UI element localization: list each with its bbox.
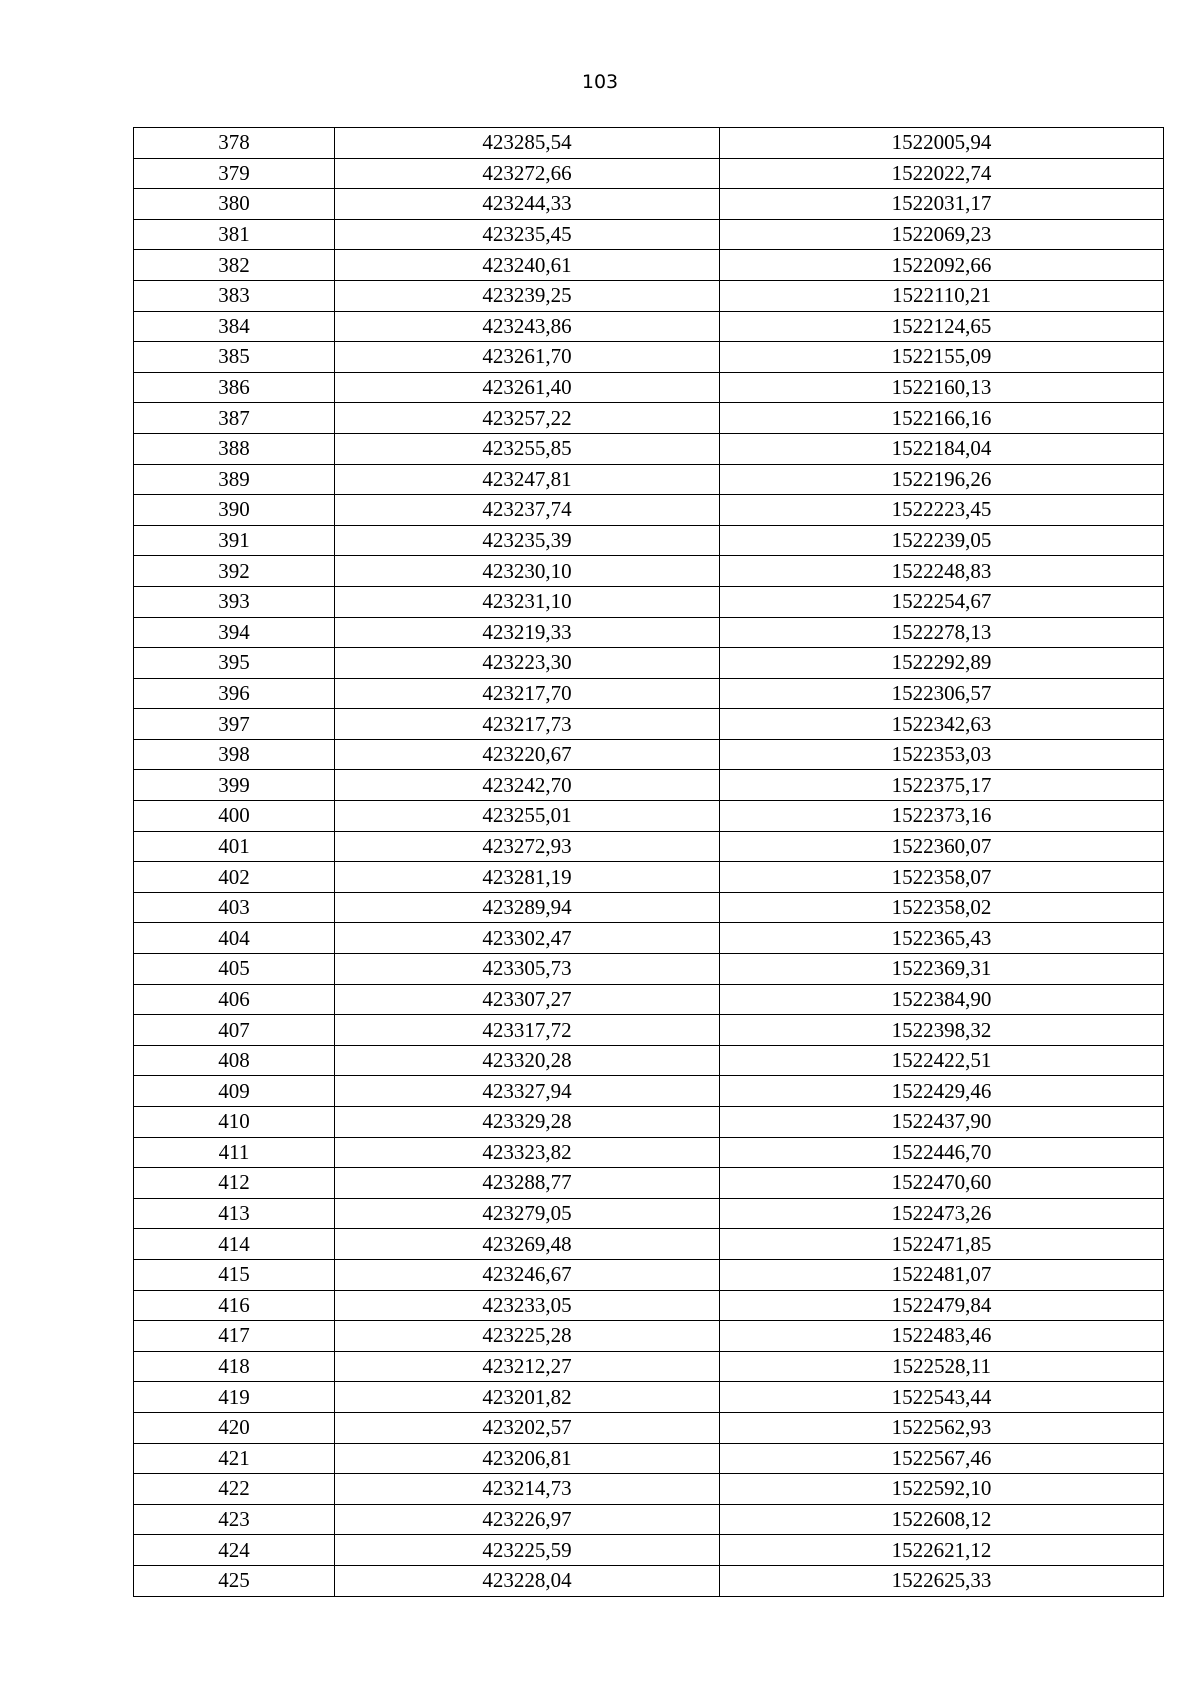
point-number-cell: 388 [134,433,335,464]
table-row [134,464,1164,495]
x-coordinate-cell: 423261,40 [335,372,720,403]
x-coordinate-cell: 423247,81 [335,464,720,495]
y-coordinate-cell: 1522562,93 [720,1412,1164,1443]
x-coordinate-cell: 423261,70 [335,342,720,373]
x-coordinate-cell: 423279,05 [335,1198,720,1229]
x-coordinate-cell: 423235,39 [335,525,720,556]
table-row [134,189,1164,220]
x-coordinate-cell: 423244,33 [335,189,720,220]
table-row [134,342,1164,373]
point-number-cell: 391 [134,525,335,556]
x-coordinate-cell: 423317,72 [335,1015,720,1046]
point-number-cell: 398 [134,739,335,770]
y-coordinate-cell: 1522479,84 [720,1290,1164,1321]
x-coordinate-cell: 423327,94 [335,1076,720,1107]
table-row [134,1321,1164,1352]
y-coordinate-cell: 1522384,90 [720,984,1164,1015]
table-row [134,1565,1164,1596]
point-number-cell: 419 [134,1382,335,1413]
x-coordinate-cell: 423257,22 [335,403,720,434]
y-coordinate-cell: 1522092,66 [720,250,1164,281]
x-coordinate-cell: 423237,74 [335,495,720,526]
x-coordinate-cell: 423217,73 [335,709,720,740]
point-number-cell: 423 [134,1504,335,1535]
y-coordinate-cell: 1522239,05 [720,525,1164,556]
x-coordinate-cell: 423242,70 [335,770,720,801]
point-number-cell: 392 [134,556,335,587]
table-row [134,128,1164,159]
table-row [134,984,1164,1015]
table-row [134,1474,1164,1505]
x-coordinate-cell: 423233,05 [335,1290,720,1321]
table-row [134,250,1164,281]
x-coordinate-cell: 423307,27 [335,984,720,1015]
point-number-cell: 416 [134,1290,335,1321]
table-row [134,678,1164,709]
x-coordinate-cell: 423225,59 [335,1535,720,1566]
point-number-cell: 406 [134,984,335,1015]
point-number-cell: 378 [134,128,335,159]
table-row [134,648,1164,679]
point-number-cell: 381 [134,219,335,250]
y-coordinate-cell: 1522166,16 [720,403,1164,434]
y-coordinate-cell: 1522592,10 [720,1474,1164,1505]
y-coordinate-cell: 1522470,60 [720,1168,1164,1199]
x-coordinate-cell: 423302,47 [335,923,720,954]
point-number-cell: 380 [134,189,335,220]
x-coordinate-cell: 423220,67 [335,739,720,770]
x-coordinate-cell: 423240,61 [335,250,720,281]
y-coordinate-cell: 1522022,74 [720,158,1164,189]
x-coordinate-cell: 423214,73 [335,1474,720,1505]
y-coordinate-cell: 1522248,83 [720,556,1164,587]
y-coordinate-cell: 1522528,11 [720,1351,1164,1382]
table-row [134,831,1164,862]
table-row [134,1015,1164,1046]
point-number-cell: 420 [134,1412,335,1443]
x-coordinate-cell: 423289,94 [335,892,720,923]
y-coordinate-cell: 1522422,51 [720,1045,1164,1076]
y-coordinate-cell: 1522353,03 [720,739,1164,770]
table-row [134,1168,1164,1199]
x-coordinate-cell: 423329,28 [335,1107,720,1138]
y-coordinate-cell: 1522471,85 [720,1229,1164,1260]
table-row [134,770,1164,801]
table-row [134,280,1164,311]
x-coordinate-cell: 423323,82 [335,1137,720,1168]
table-row [134,739,1164,770]
y-coordinate-cell: 1522278,13 [720,617,1164,648]
table-row [134,433,1164,464]
y-coordinate-cell: 1522360,07 [720,831,1164,862]
table-row [134,1259,1164,1290]
y-coordinate-cell: 1522184,04 [720,433,1164,464]
x-coordinate-cell: 423305,73 [335,954,720,985]
y-coordinate-cell: 1522342,63 [720,709,1164,740]
x-coordinate-cell: 423235,45 [335,219,720,250]
point-number-cell: 379 [134,158,335,189]
y-coordinate-cell: 1522365,43 [720,923,1164,954]
y-coordinate-cell: 1522481,07 [720,1259,1164,1290]
y-coordinate-cell: 1522031,17 [720,189,1164,220]
x-coordinate-cell: 423272,66 [335,158,720,189]
x-coordinate-cell: 423255,01 [335,801,720,832]
y-coordinate-cell: 1522124,65 [720,311,1164,342]
x-coordinate-cell: 423231,10 [335,586,720,617]
y-coordinate-cell: 1522543,44 [720,1382,1164,1413]
point-number-cell: 415 [134,1259,335,1290]
table-row [134,954,1164,985]
table-row [134,1412,1164,1443]
table-row [134,1137,1164,1168]
table-row [134,1504,1164,1535]
table-row [134,1107,1164,1138]
y-coordinate-cell: 1522446,70 [720,1137,1164,1168]
y-coordinate-cell: 1522005,94 [720,128,1164,159]
x-coordinate-cell: 423202,57 [335,1412,720,1443]
point-number-cell: 403 [134,892,335,923]
point-number-cell: 399 [134,770,335,801]
y-coordinate-cell: 1522483,46 [720,1321,1164,1352]
table-row [134,219,1164,250]
y-coordinate-cell: 1522369,31 [720,954,1164,985]
table-row [134,862,1164,893]
y-coordinate-cell: 1522398,32 [720,1015,1164,1046]
table-row [134,923,1164,954]
table-row [134,525,1164,556]
y-coordinate-cell: 1522608,12 [720,1504,1164,1535]
point-number-cell: 402 [134,862,335,893]
table-row [134,158,1164,189]
point-number-cell: 412 [134,1168,335,1199]
table-row [134,801,1164,832]
point-number-cell: 396 [134,678,335,709]
y-coordinate-cell: 1522625,33 [720,1565,1164,1596]
y-coordinate-cell: 1522292,89 [720,648,1164,679]
table-row [134,1535,1164,1566]
table-row [134,403,1164,434]
x-coordinate-cell: 423285,54 [335,128,720,159]
y-coordinate-cell: 1522306,57 [720,678,1164,709]
x-coordinate-cell: 423246,67 [335,1259,720,1290]
point-number-cell: 393 [134,586,335,617]
y-coordinate-cell: 1522155,09 [720,342,1164,373]
x-coordinate-cell: 423217,70 [335,678,720,709]
point-number-cell: 421 [134,1443,335,1474]
y-coordinate-cell: 1522567,46 [720,1443,1164,1474]
y-coordinate-cell: 1522223,45 [720,495,1164,526]
x-coordinate-cell: 423243,86 [335,311,720,342]
table-row [134,495,1164,526]
y-coordinate-cell: 1522429,46 [720,1076,1164,1107]
x-coordinate-cell: 423225,28 [335,1321,720,1352]
y-coordinate-cell: 1522110,21 [720,280,1164,311]
point-number-cell: 390 [134,495,335,526]
point-number-cell: 424 [134,1535,335,1566]
point-number-cell: 407 [134,1015,335,1046]
point-number-cell: 382 [134,250,335,281]
table-row [134,586,1164,617]
point-number-cell: 411 [134,1137,335,1168]
y-coordinate-cell: 1522621,12 [720,1535,1164,1566]
table-row [134,1443,1164,1474]
x-coordinate-cell: 423239,25 [335,280,720,311]
x-coordinate-cell: 423288,77 [335,1168,720,1199]
x-coordinate-cell: 423230,10 [335,556,720,587]
point-number-cell: 394 [134,617,335,648]
point-number-cell: 425 [134,1565,335,1596]
point-number-cell: 386 [134,372,335,403]
x-coordinate-cell: 423223,30 [335,648,720,679]
point-number-cell: 395 [134,648,335,679]
x-coordinate-cell: 423206,81 [335,1443,720,1474]
point-number-cell: 417 [134,1321,335,1352]
point-number-cell: 400 [134,801,335,832]
point-number-cell: 414 [134,1229,335,1260]
y-coordinate-cell: 1522069,23 [720,219,1164,250]
point-number-cell: 410 [134,1107,335,1138]
y-coordinate-cell: 1522196,26 [720,464,1164,495]
table-row [134,1198,1164,1229]
x-coordinate-cell: 423281,19 [335,862,720,893]
point-number-cell: 405 [134,954,335,985]
table-row [134,892,1164,923]
page-number: 103 [581,71,619,93]
y-coordinate-cell: 1522358,02 [720,892,1164,923]
table-row [134,311,1164,342]
y-coordinate-cell: 1522375,17 [720,770,1164,801]
point-number-cell: 384 [134,311,335,342]
x-coordinate-cell: 423212,27 [335,1351,720,1382]
x-coordinate-cell: 423228,04 [335,1565,720,1596]
point-number-cell: 404 [134,923,335,954]
table-row [134,1290,1164,1321]
y-coordinate-cell: 1522373,16 [720,801,1164,832]
point-number-cell: 401 [134,831,335,862]
point-number-cell: 397 [134,709,335,740]
y-coordinate-cell: 1522160,13 [720,372,1164,403]
x-coordinate-cell: 423201,82 [335,1382,720,1413]
x-coordinate-cell: 423269,48 [335,1229,720,1260]
point-number-cell: 385 [134,342,335,373]
y-coordinate-cell: 1522358,07 [720,862,1164,893]
table-row [134,372,1164,403]
x-coordinate-cell: 423226,97 [335,1504,720,1535]
point-number-cell: 418 [134,1351,335,1382]
table-row [134,617,1164,648]
point-number-cell: 387 [134,403,335,434]
table-row [134,1351,1164,1382]
coordinates-table-body [134,128,1164,1597]
x-coordinate-cell: 423320,28 [335,1045,720,1076]
table-row [134,1076,1164,1107]
y-coordinate-cell: 1522473,26 [720,1198,1164,1229]
table-row [134,709,1164,740]
x-coordinate-cell: 423255,85 [335,433,720,464]
x-coordinate-cell: 423272,93 [335,831,720,862]
table-row [134,1382,1164,1413]
point-number-cell: 408 [134,1045,335,1076]
y-coordinate-cell: 1522437,90 [720,1107,1164,1138]
table-row [134,1045,1164,1076]
point-number-cell: 383 [134,280,335,311]
point-number-cell: 413 [134,1198,335,1229]
point-number-cell: 389 [134,464,335,495]
point-number-cell: 422 [134,1474,335,1505]
table-row [134,556,1164,587]
y-coordinate-cell: 1522254,67 [720,586,1164,617]
table-row [134,1229,1164,1260]
point-number-cell: 409 [134,1076,335,1107]
x-coordinate-cell: 423219,33 [335,617,720,648]
coordinates-table [133,127,1164,1597]
